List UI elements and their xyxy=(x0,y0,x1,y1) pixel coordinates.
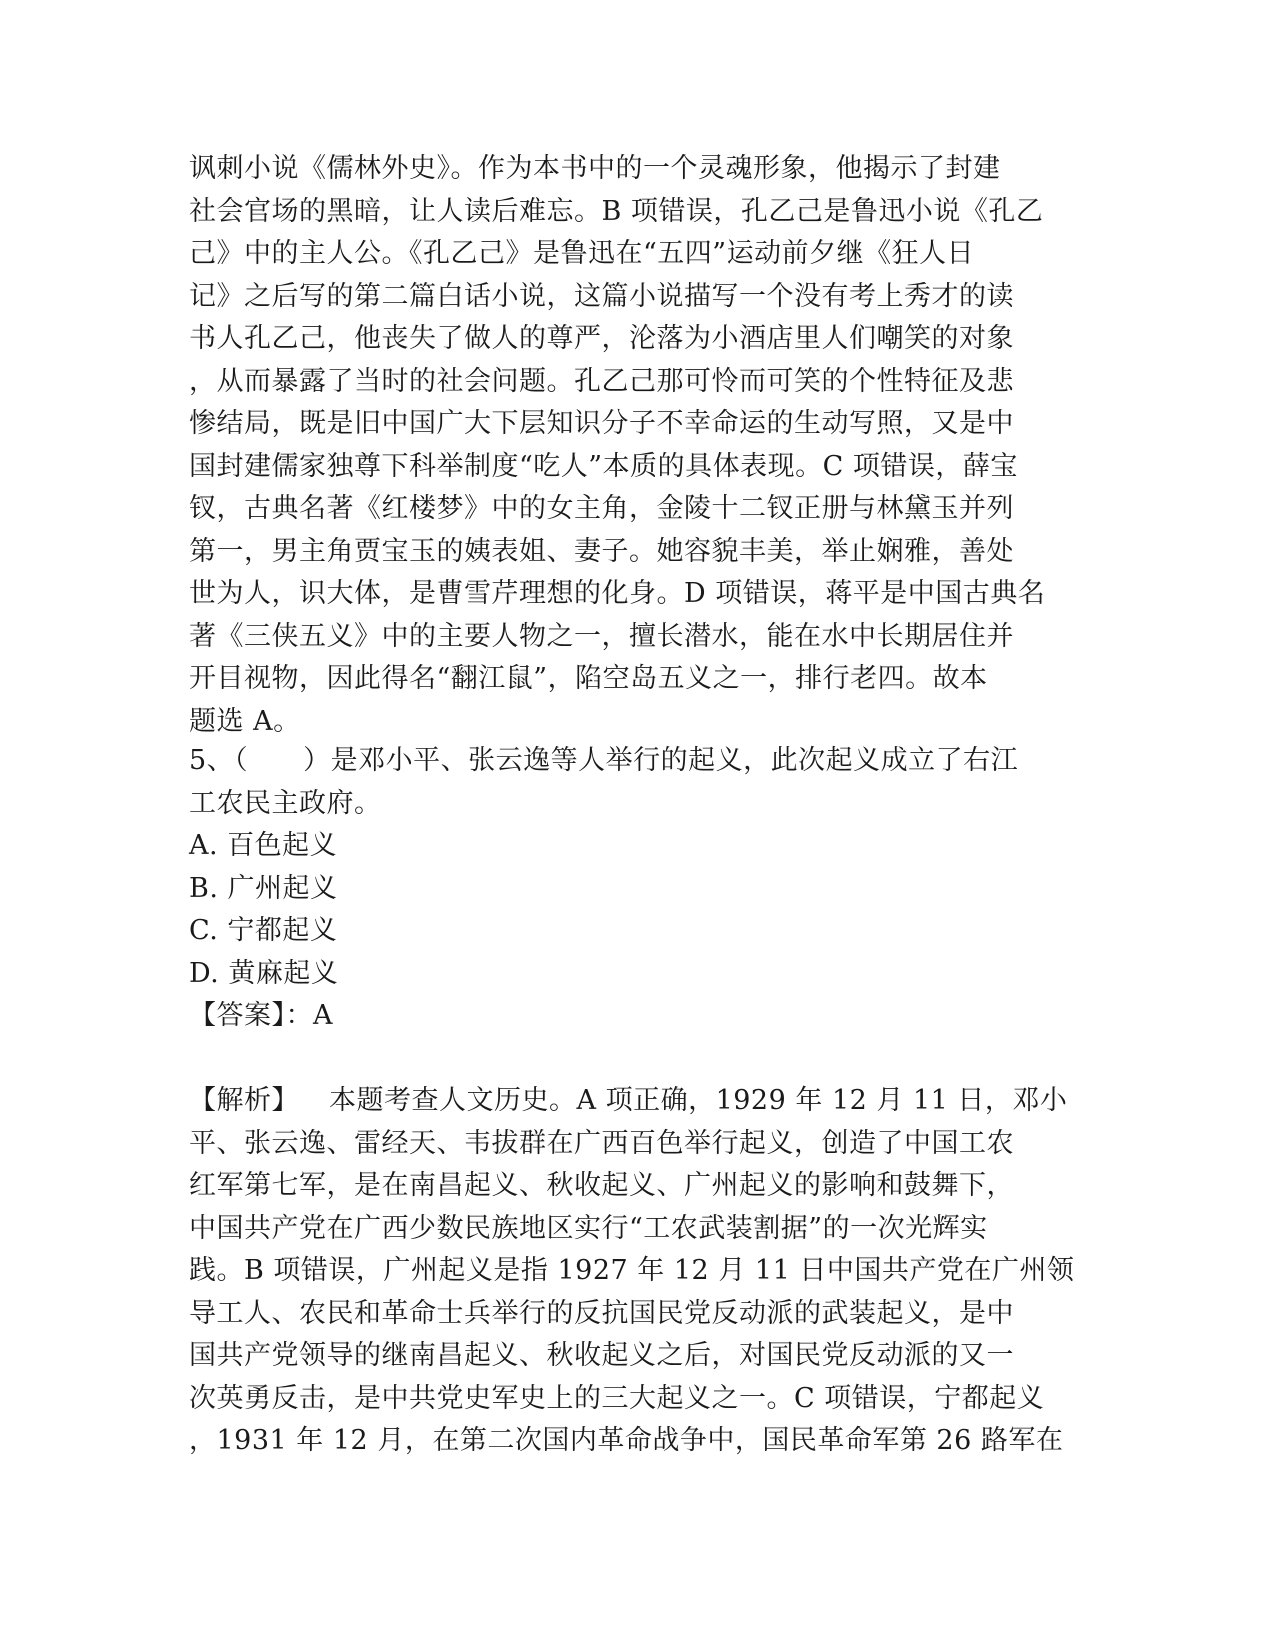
paragraph-line: 社会官场的黑暗，让人读后难忘。B 项错误，孔乙己是鲁迅小说《孔乙 xyxy=(189,195,1044,227)
paragraph-line: 己》中的主人公。《孔乙己》是鲁迅在“五四”运动前夕继《狂人日 xyxy=(189,238,975,269)
question-stem-line: 5、（ ）是邓小平、张云逸等人举行的起义，此次起义成立了右江 xyxy=(189,745,1019,776)
option-b: B. 广州起义 xyxy=(189,872,338,904)
option-c: C. 宁都起义 xyxy=(189,915,338,946)
paragraph-line: 第一，男主角贾宝玉的姨表姐、妻子。她容貌丰美，举止娴雅，善处 xyxy=(189,535,1014,567)
paragraph-line: 中国共产党在广西少数民族地区实行“工农武装割据”的一次光辉实 xyxy=(189,1212,988,1244)
explanation-intro: 本题考查人文历史。A 项正确，1929 年 12 月 11 日，邓小 xyxy=(329,1085,1068,1116)
paragraph-line: 国封建儒家独尊下科举制度“吃人”本质的具体表现。C 项错误，薛宝 xyxy=(189,450,1018,482)
question-stem-line: 工农民主政府。 xyxy=(189,787,382,819)
paragraph-line: 次英勇反击，是中共党史军史上的三大起义之一。C 项错误，宁都起义 xyxy=(189,1382,1045,1414)
paragraph-line: 讽刺小说《儒林外史》。作为本书中的一个灵魂形象，他揭示了封建 xyxy=(189,153,1001,184)
answer-label: 【答案】： xyxy=(189,1000,313,1031)
paragraph-line: ，1931 年 12 月，在第二次国内革命战争中，国民革命军第 26 路军在 xyxy=(189,1425,1064,1456)
previous-question-explanation xyxy=(189,148,1089,743)
paragraph-line: 世为人，识大体，是曹雪芹理想的化身。D 项错误，蒋平是中国古典名 xyxy=(189,578,1046,609)
paragraph-line: 钗，古典名著《红楼梦》中的女主角，金陵十二钗正册与林黛玉并列 xyxy=(189,493,1014,524)
question-5-explanation xyxy=(189,1080,1089,1463)
paragraph-line: 题选 A。 xyxy=(189,705,301,737)
explanation-first-line xyxy=(189,1080,1089,1123)
paragraph-line: ，从而暴露了当时的社会问题。孔乙己那可怜而可笑的个性特征及悲 xyxy=(189,365,1014,397)
paragraph-line: 践。B 项错误，广州起义是指 1927 年 12 月 11 日中国共产党在广州领 xyxy=(189,1255,1075,1286)
paragraph-line: 惨结局，既是旧中国广大下层知识分子不幸命运的生动写照，又是中 xyxy=(189,408,1014,439)
paragraph-line: 开目视物，因此得名“翻江鼠”，陷空岛五义之一，排行老四。故本 xyxy=(189,663,988,694)
paragraph-line: 国共产党领导的继南昌起义、秋收起义之后，对国民党反动派的又一 xyxy=(189,1340,1014,1371)
question-5 xyxy=(189,740,1089,1038)
option-d: D. 黄麻起义 xyxy=(189,957,339,989)
paragraph-line: 红军第七军，是在南昌起义、秋收起义、广州起义的影响和鼓舞下， xyxy=(189,1170,1014,1201)
paragraph-line: 书人孔乙己，他丧失了做人的尊严，沦落为小酒店里人们嘲笑的对象 xyxy=(189,323,1014,354)
paragraph-line: 记》之后写的第二篇白话小说，这篇小说描写一个没有考上秀才的读 xyxy=(189,280,1014,312)
option-a: A. 百色起义 xyxy=(189,830,338,861)
paragraph-line: 导工人、农民和革命士兵举行的反抗国民党反动派的武装起义，是中 xyxy=(189,1297,1014,1329)
paragraph-line: 平、张云逸、雷经天、韦拔群在广西百色举行起义，创造了中国工农 xyxy=(189,1127,1014,1159)
paragraph-line: 著《三侠五义》中的主要人物之一，擅长潜水，能在水中长期居住并 xyxy=(189,620,1014,652)
explanation-label: 【解析】 xyxy=(189,1085,299,1116)
answer-value: A xyxy=(313,1000,333,1031)
answer-line xyxy=(189,995,1089,1038)
